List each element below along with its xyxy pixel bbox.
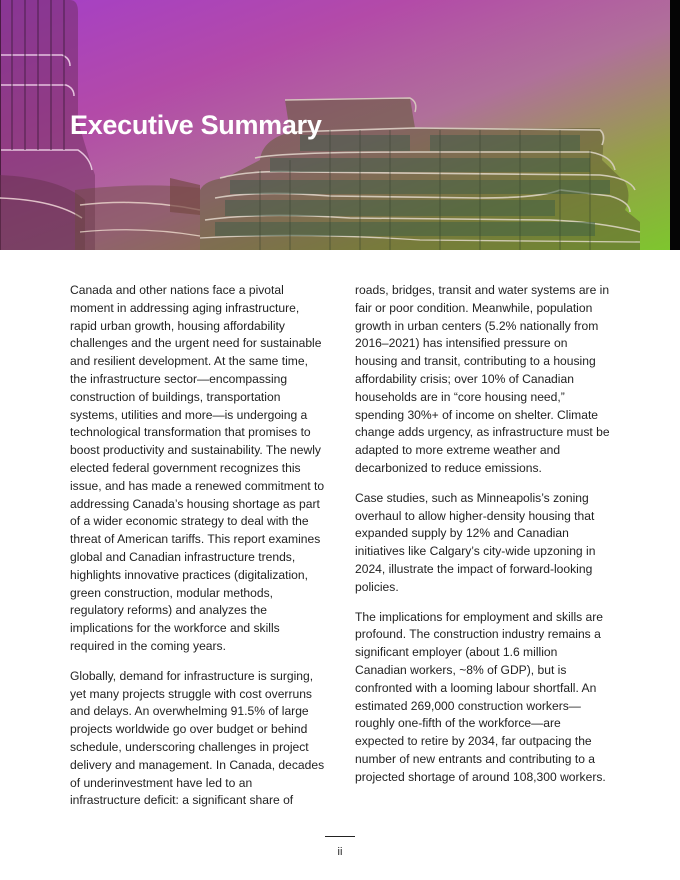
- right-column: [355, 282, 610, 799]
- page-title: Executive Summary: [70, 110, 322, 140]
- hero-banner: [0, 0, 670, 250]
- podium: [75, 178, 200, 250]
- paragraph: roads, bridges, transit and water systems are in fair or poor condition. Meanwhile, population growth in urban centers (5.2% nationally from 2016–2021) has intensified pressure on housing and transit, contributing to a housing affordability crisis; over 10% of Canadian households are in “core housing need,” spending 30%+ of income on shelter. Climate change adds urgency, as infrastructure must be adapted to more extreme weather and decarbonized to reduce emissions.: [355, 283, 610, 475]
- paragraph: Case studies, such as Minneapolis’s zoning overhaul to allow higher-density housing that expanded supply by 12% and Canadian initiatives like Calgary’s city-wide upzoning in 2024, illustrate the impact of forward-looking policies.: [355, 490, 596, 594]
- paragraph: Globally, demand for infrastructure is surging, yet many projects struggle with cost overruns and delays. An overwhelming 91.5% of large projects worldwide go over budget or behind schedule, underscoring challenges in project delivery and management. In Canada, decades of underinvestment have led to an infrastructure deficit: a significant share of: [70, 668, 325, 808]
- page-number: ii: [337, 846, 343, 858]
- left-column: [70, 282, 326, 822]
- paragraph: The implications for employment and skills are profound. The construction industry remains a significant employer (about 1.6 million Canadian workers, ~8% of GDP), but is confronted with a looming labour shortfall. An estimated 269,000 construction workers—roughly one-fifth of the workforce—are expected to retire by 2034, far outpacing the number of new entrants and contributing to a projected shortage of around 108,300 workers.: [355, 609, 606, 784]
- hero-edge: [670, 0, 680, 250]
- footer-divider: [325, 836, 355, 837]
- paragraph: Canada and other nations face a pivotal moment in addressing aging infrastructure, rapid urban growth, housing affordability challenges and the urgent need for sustainable and resilient development. At the same time, the infrastructure sector—encompassing construction of buildings, transportation systems, utilities and more—is undergoing a technological transformation that promises to boost productivity and sustainability. The newly elected federal government recognizes this issue, and has made a renewed commitment to addressing Canada’s housing shortage as part of a wider economic strategy to deal with the threat of American tariffs. This report examines global and Canadian infrastructure trends, highlights innovative practices (digitalization, green construction, modular methods, regulatory reforms) and analyzes the implications for the workforce and skills required in the coming years.: [70, 283, 325, 653]
